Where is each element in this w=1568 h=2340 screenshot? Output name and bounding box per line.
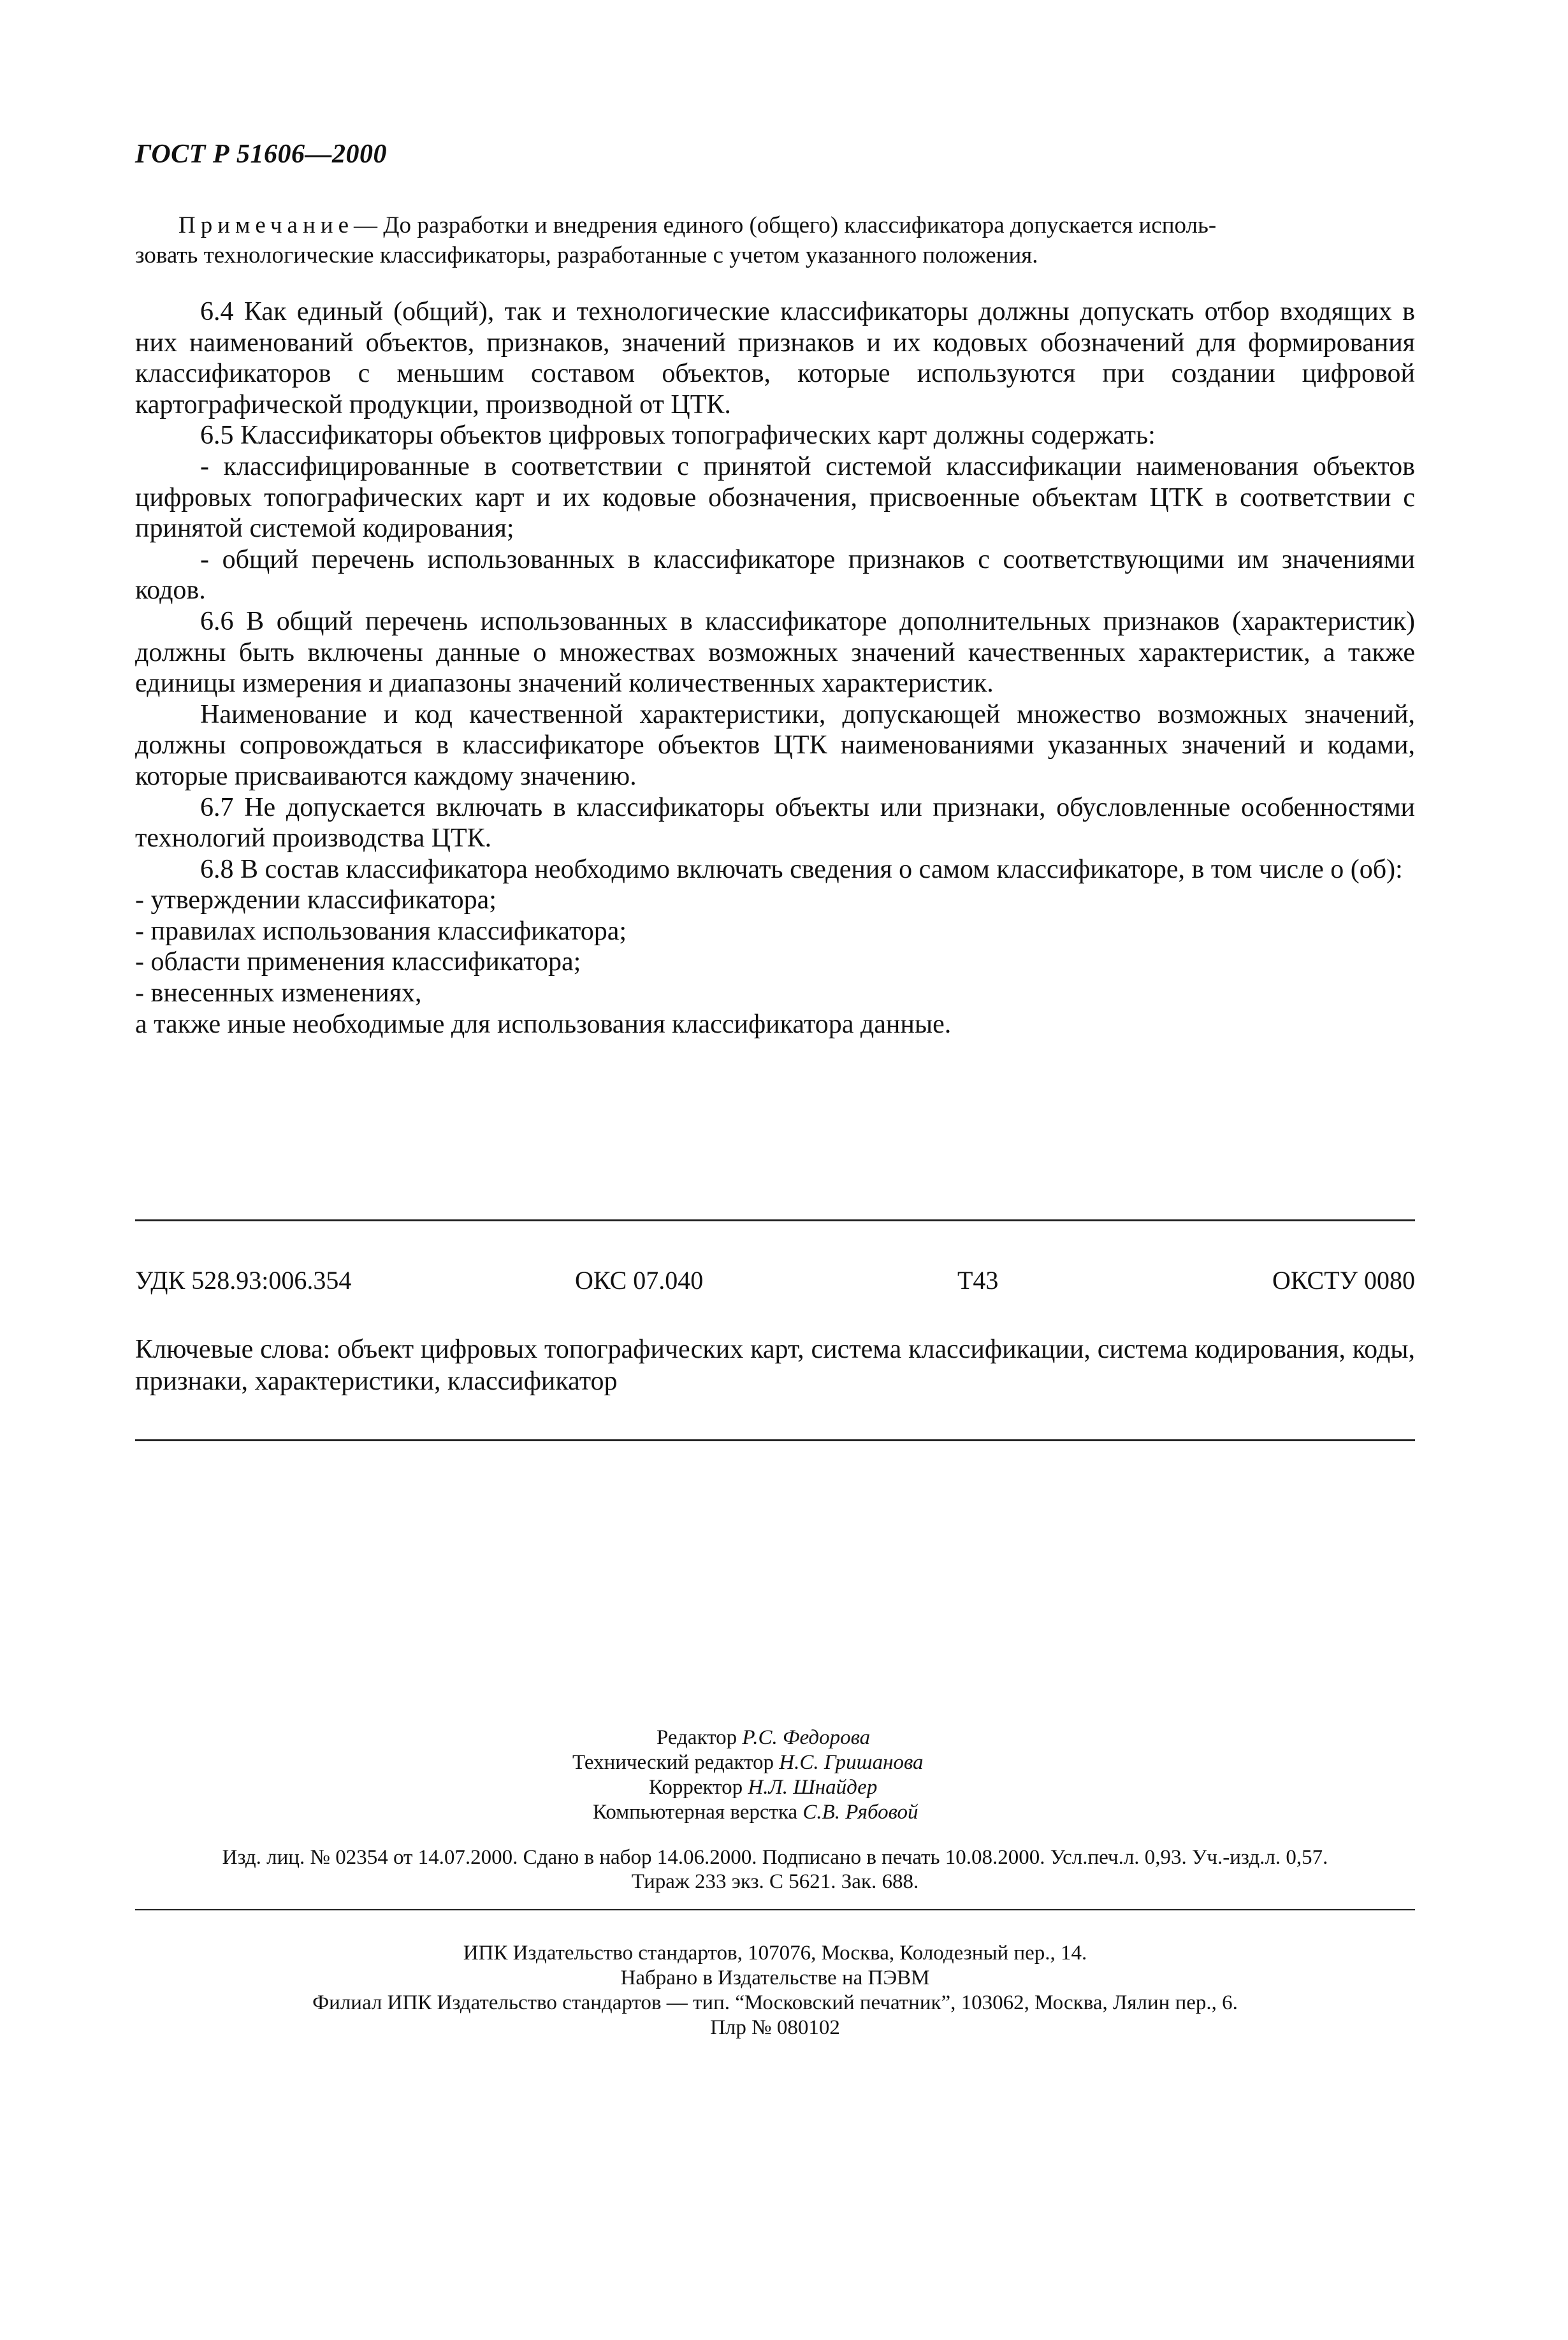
note-text-line2: зовать технологические классификаторы, разработанные с учетом указанного положения. — [135, 242, 1038, 268]
press-line1: ИПК Издательство стандартов, 107076, Москва, Колодезный пер., 14. — [463, 1942, 1087, 1965]
paragraph-6-8-item: - правилах использования классификатора; — [135, 916, 627, 946]
paragraph-6-8: 6.8 В состав классификатора необходимо включать сведения о самом классификаторе, в том числе о (об): — [200, 854, 1403, 884]
press-info — [135, 1941, 1415, 2040]
paragraph-6-5-item-2: - общий перечень использованных в классификаторе признаков с соответствующими им значениями кодов. — [135, 544, 1415, 606]
paragraph-6-6-b: Наименование и код качественной характеристики, допускающей множество возможных значений, должны сопровождаться в классификаторе объектов ЦТК наименованиями указанных значений и кодами, которые присваиваются каждому значению. — [135, 699, 1415, 791]
note-text-line1: — До разработки и внедрения единого (общего) классификатора допускается исполь- — [354, 212, 1217, 238]
paragraph-6-5: 6.5 Классификаторы объектов цифровых топографических карт должны содержать: — [200, 421, 1156, 451]
divider-top — [135, 1219, 1415, 1221]
divider-bottom — [135, 1439, 1415, 1441]
classification-codes — [135, 1265, 1415, 1297]
t-code: Т43 — [957, 1266, 999, 1295]
divider-publisher — [135, 1909, 1415, 1910]
credit-editor: Редактор Р.С. Федорова — [657, 1726, 871, 1749]
oks-code: ОКС 07.040 — [575, 1266, 704, 1295]
okstu-code: ОКСТУ 0080 — [1272, 1266, 1415, 1295]
publication-line2: Тираж 233 экз. С 5621. Зак. 688. — [631, 1870, 919, 1893]
paragraph-6-8-end: а также иные необходимые для использования классификатора данные. — [135, 1009, 952, 1039]
credit-layout: Компьютерная верстка С.В. Рябовой — [593, 1801, 918, 1824]
paragraph-6-8-item: - области применения классификатора; — [135, 947, 581, 977]
udk-code: УДК 528.93:006.354 — [135, 1266, 352, 1295]
paragraph-6-6: 6.6 В общий перечень использованных в классификаторе дополнительных признаков (характеристик) должны быть включены данные о множествах возможных значений качественных характеристик, а также единицы измерения и диапазоны значений количественных характеристик. — [135, 606, 1415, 699]
paragraph-6-7: 6.7 Не допускается включать в классификаторы объекты или признаки, обусловленные особенностями технологий производства ЦТК. — [135, 792, 1415, 854]
publication-line1: Изд. лиц. № 02354 от 14.07.2000. Сдано в набор 14.06.2000. Подписано в печать 10.08.2000. Усл.печ.л. 0,93. Уч.-изд.л. 0,57. — [222, 1846, 1328, 1869]
paragraph-6-4: 6.4 Как единый (общий), так и технологические классификаторы должны допускать отбор входящих в них наименований объектов, признаков, значений признаков и их кодовых обозначений для формирования классификаторов с меньшим составом объектов, которые используются при создании цифровой картографической продукции, производной от ЦТК. — [135, 297, 1415, 419]
paragraph-6-5-item-1: - классифицированные в соответствии с принятой системой классификации наименования объектов цифровых топографических карт и их кодовые обозначения, присвоенные объектам ЦТК в соответствии с принятой системой кодирования; — [135, 451, 1415, 544]
paragraph-6-8-item: - внесенных изменениях, — [135, 978, 422, 1008]
note-label: Примечание — [178, 212, 354, 238]
document-header: ГОСТ Р 51606—2000 — [135, 140, 387, 169]
credit-corrector: Корректор Н.Л. Шнайдер — [649, 1776, 878, 1799]
note-block — [135, 210, 1415, 270]
press-line4: Плр № 080102 — [710, 2016, 840, 2039]
credit-tech-editor: Технический редактор Н.С. Гришанова — [572, 1751, 924, 1774]
keywords: Ключевые слова: объект цифровых топографических карт, система классификации, система кодирования, коды, признаки, характеристики, классификатор — [135, 1335, 1415, 1396]
main-body — [135, 296, 1415, 1040]
press-line3: Филиал ИПК Издательство стандартов — тип. “Московский печатник”, 103062, Москва, Лялин пер., 6. — [312, 1991, 1238, 2014]
publication-info — [135, 1845, 1415, 1894]
paragraph-6-8-item: - утверждении классификатора; — [135, 885, 497, 915]
press-line2: Набрано в Издательстве на ПЭВМ — [620, 1966, 930, 1989]
